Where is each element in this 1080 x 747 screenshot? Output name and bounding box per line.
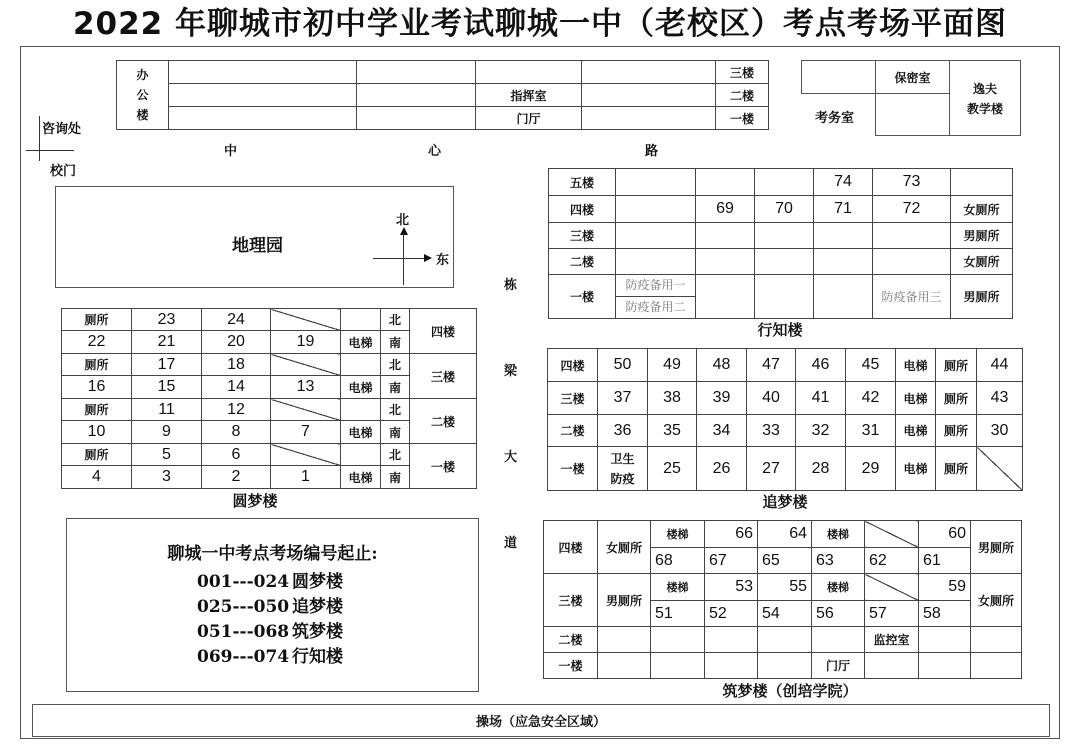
road-liangdadao-char: 梁 [504,364,518,379]
lobby: 门厅 [812,653,865,679]
office-floor-label: 一楼 [716,107,769,130]
legend-range: 069---074 [197,647,290,667]
office-room [476,61,582,84]
room-cell [755,223,814,249]
empty-diagonal-cell [865,574,919,601]
room-cell [758,653,812,679]
room-cell [651,627,705,653]
room-cell [873,249,951,275]
room-cell [865,653,919,679]
exam-room-63: 63 [812,548,865,574]
compass-north-arrow-icon [400,227,408,235]
office-floor-label: 三楼 [716,61,769,84]
exam-room-34: 34 [697,415,747,447]
legend-range: 025---050 [197,597,290,617]
exam-room-56: 56 [812,601,865,627]
office-char: 楼 [136,108,149,122]
exam-room-55: 55 [758,574,812,601]
road-center-char: 心 [428,144,442,159]
floor-label: 二楼 [548,415,598,447]
exam-room-44: 44 [977,349,1023,382]
office-char: 公 [136,88,149,102]
exam-room-52: 52 [705,601,758,627]
room-cell [598,653,651,679]
exam-room-62: 62 [865,548,919,574]
legend-list [197,570,343,670]
yuanmeng-building [61,308,477,489]
zhuimeng-caption: 追梦楼 [762,493,808,511]
page-title: 2022 年聊城市初中学业考试聊城一中（老校区）考点考场平面图 [72,6,1008,42]
legend-range: 051---068 [197,622,290,642]
room-cell [814,223,873,249]
north-side-label: 北 [381,444,410,466]
empty-diagonal-cell [271,399,341,421]
floor-label: 四楼 [544,521,598,574]
epidemic-spare-3: 防疫备用三 [873,275,951,319]
north-side-label: 北 [381,309,410,331]
room-cell [814,249,873,275]
geo-garden-label: 地理园 [232,236,283,256]
exam-room-48: 48 [697,349,747,382]
office-room [582,84,716,107]
room-cell [341,399,381,421]
legend-title: 聊城一中考点考场编号起止: [167,544,378,564]
mens-restroom: 男厕所 [598,574,651,627]
exam-room-47: 47 [747,349,796,382]
room-cell [651,653,705,679]
exam-room-10: 10 [62,421,132,444]
exam-room-15: 15 [132,376,202,399]
room-cell [755,275,814,319]
mens-restroom: 男厕所 [971,521,1022,574]
exam-room-19: 19 [271,331,341,354]
office-room [169,107,357,130]
south-side-label: 南 [381,331,410,354]
room-cell [919,627,971,653]
exam-room-38: 38 [648,382,697,415]
mens-restroom: 男厕所 [951,223,1013,249]
blank-room [801,60,876,94]
exam-room-67: 67 [705,548,758,574]
floor-label: 三楼 [410,354,477,399]
epidemic-spare-cell [616,275,696,319]
floor-label: 三楼 [549,223,616,249]
exam-room-13: 13 [271,376,341,399]
zhumeng-building [543,520,1022,679]
exam-room-26: 26 [697,447,747,491]
exam-room-66: 66 [705,521,758,548]
room-cell [705,653,758,679]
floor-label: 四楼 [549,196,616,223]
compass-vertical-line [403,233,404,285]
room-cell [873,223,951,249]
elevator: 电梯 [341,466,381,489]
exam-room-51: 51 [651,601,705,627]
exam-room-72: 72 [873,196,951,223]
exam-room-6: 6 [202,444,271,466]
legend-building: 圆梦楼 [292,572,343,592]
epidemic-spare-1: 防疫备用一 [616,275,695,297]
room-cell [598,627,651,653]
floor-label: 一楼 [544,653,598,679]
command-room: 指挥室 [476,84,582,107]
empty-diagonal-cell [271,309,341,331]
road-liangdadao-char: 大 [504,450,518,465]
room-cell [341,444,381,466]
room-cell [696,169,755,196]
elevator: 电梯 [896,382,936,415]
exam-room-68: 68 [651,548,705,574]
restroom: 厕所 [62,444,132,466]
exam-room-24: 24 [202,309,271,331]
exam-room-17: 17 [132,354,202,376]
office-room [582,61,716,84]
floor-label: 一楼 [548,447,598,491]
room-cell [812,627,865,653]
exam-room-64: 64 [758,521,812,548]
exam-room-21: 21 [132,331,202,354]
floor-label: 二楼 [544,627,598,653]
empty-diagonal-cell [271,444,341,466]
exam-room-11: 11 [132,399,202,421]
secret-room [875,60,950,94]
empty-diagonal-cell [865,521,919,548]
office-room [169,61,357,84]
exam-room-60: 60 [919,521,971,548]
room-cell [341,309,381,331]
legend-row [197,620,343,645]
exam-room-23: 23 [132,309,202,331]
room-cell [341,354,381,376]
exam-room-45: 45 [846,349,896,382]
elevator: 电梯 [341,421,381,444]
womens-restroom: 女厕所 [951,249,1013,275]
exam-room-29: 29 [846,447,896,491]
exam-room-2: 2 [202,466,271,489]
exam-room-18: 18 [202,354,271,376]
consult-office-label: 咨询处 [42,122,82,137]
floor-label: 三楼 [544,574,598,627]
mens-restroom: 男厕所 [951,275,1013,319]
exam-room-39: 39 [697,382,747,415]
exam-room-12: 12 [202,399,271,421]
room-cell [696,275,755,319]
floor-label: 二楼 [410,399,477,444]
exam-room-14: 14 [202,376,271,399]
room-cell [814,275,873,319]
womens-restroom: 女厕所 [951,196,1013,223]
health-label-2: 防疫 [610,471,635,486]
room-cell [616,196,696,223]
exam-room-22: 22 [62,331,132,354]
floor-label: 三楼 [548,382,598,415]
office-room [357,61,476,84]
exam-room-49: 49 [648,349,697,382]
room-cell [971,653,1022,679]
exam-room-35: 35 [648,415,697,447]
exam-room-70: 70 [755,196,814,223]
road-liangdadao-char: 道 [504,536,518,551]
south-side-label: 南 [381,376,410,399]
elevator: 电梯 [341,331,381,354]
secret-room-label: 保密室 [894,71,931,85]
exam-room-43: 43 [977,382,1023,415]
gate-horizontal-line [26,150,74,151]
restroom: 厕所 [62,354,132,376]
geo-garden [55,186,454,288]
exam-room-16: 16 [62,376,132,399]
compass-east-arrow-icon [424,254,432,262]
exam-affairs-room: 考务室 [815,111,855,126]
exam-room-36: 36 [598,415,648,447]
office-room [582,107,716,130]
stairs: 楼梯 [812,574,865,601]
exam-room-71: 71 [814,196,873,223]
room-cell [919,653,971,679]
exam-room-legend [66,518,479,692]
zhuimeng-building [547,348,1023,491]
room-cell [971,627,1022,653]
office-building-name [117,61,169,130]
exam-room-58: 58 [919,601,971,627]
south-side-label: 南 [381,421,410,444]
exam-room-31: 31 [846,415,896,447]
playground [32,704,1050,737]
exam-room-57: 57 [865,601,919,627]
exam-room-30: 30 [977,415,1023,447]
elevator: 电梯 [896,415,936,447]
legend-row [197,595,343,620]
exam-room-33: 33 [747,415,796,447]
yifu-building [949,60,1021,136]
office-building [116,60,769,130]
restroom: 厕所 [936,447,977,491]
elevator: 电梯 [896,349,936,382]
office-room [357,84,476,107]
room-cell [696,223,755,249]
restroom: 厕所 [936,382,977,415]
exam-room-28: 28 [796,447,846,491]
stairs: 楼梯 [812,521,865,548]
school-gate-label: 校门 [50,164,77,179]
office-char: 办 [136,68,149,82]
road-center-char: 中 [224,144,238,159]
office-lobby: 门厅 [476,107,582,130]
restroom: 厕所 [62,309,132,331]
floor-label: 一楼 [410,444,477,489]
legend-building: 追梦楼 [292,597,343,617]
epidemic-spare-2: 防疫备用二 [625,300,686,314]
xingzhi-building [548,168,1013,319]
road-center-char: 路 [645,144,659,159]
compass-east-label: 东 [436,253,450,268]
room-cell [755,169,814,196]
office-room [169,84,357,107]
room-cell [951,169,1013,196]
compass-north-label: 北 [396,213,410,228]
playground-label: 操场（应急安全区域） [475,715,606,730]
empty-diagonal-cell [271,354,341,376]
room-cell [705,627,758,653]
yuanmeng-caption: 圆梦楼 [232,492,278,510]
floor-label: 四楼 [548,349,598,382]
exam-room-27: 27 [747,447,796,491]
room-cell [696,249,755,275]
exam-room-69: 69 [696,196,755,223]
exam-room-4: 4 [62,466,132,489]
stairs: 楼梯 [651,521,705,548]
exam-room-25: 25 [648,447,697,491]
exam-room-7: 7 [271,421,341,444]
room-cell [616,249,696,275]
room-cell [755,249,814,275]
exam-room-40: 40 [747,382,796,415]
exam-room-53: 53 [705,574,758,601]
legend-building: 筑梦楼 [292,622,343,642]
floor-label: 二楼 [549,249,616,275]
compass-horizontal-line [373,258,425,259]
exam-room-9: 9 [132,421,202,444]
north-side-label: 北 [381,399,410,421]
womens-restroom: 女厕所 [971,574,1022,627]
exam-room-54: 54 [758,601,812,627]
exam-room-41: 41 [796,382,846,415]
exam-room-74: 74 [814,169,873,196]
exam-room-3: 3 [132,466,202,489]
monitoring-room: 监控室 [865,627,919,653]
zhumeng-caption: 筑梦楼（创培学院） [722,682,858,700]
health-epidemic-room [598,447,648,491]
office-floor-label: 二楼 [716,84,769,107]
exam-room-59: 59 [919,574,971,601]
road-liangdadao-char: 栋 [504,278,518,293]
room-cell [616,223,696,249]
legend-row [197,645,343,670]
exam-room-8: 8 [202,421,271,444]
yifu-label-1: 逸夫 [972,82,997,96]
legend-range: 001---024 [197,572,290,592]
legend-building: 行知楼 [292,647,343,667]
restroom: 厕所 [62,399,132,421]
exam-affairs-room-box [875,93,950,136]
health-label-1: 卫生 [610,451,635,466]
room-cell [758,627,812,653]
womens-restroom: 女厕所 [598,521,651,574]
exam-room-5: 5 [132,444,202,466]
restroom: 厕所 [936,349,977,382]
exam-room-73: 73 [873,169,951,196]
elevator: 电梯 [896,447,936,491]
floor-label: 一楼 [549,275,616,319]
exam-room-32: 32 [796,415,846,447]
room-cell [616,169,696,196]
elevator: 电梯 [341,376,381,399]
floor-label: 五楼 [549,169,616,196]
north-side-label: 北 [381,354,410,376]
yifu-label-2: 教学楼 [966,102,1003,116]
exam-room-42: 42 [846,382,896,415]
restroom: 厕所 [936,415,977,447]
exam-room-46: 46 [796,349,846,382]
stairs: 楼梯 [651,574,705,601]
exam-room-65: 65 [758,548,812,574]
gate-vertical-line [39,116,40,161]
legend-row [197,570,343,595]
south-side-label: 南 [381,466,410,489]
floor-label: 四楼 [410,309,477,354]
exam-room-50: 50 [598,349,648,382]
office-room [357,107,476,130]
exam-room-61: 61 [919,548,971,574]
exam-room-20: 20 [202,331,271,354]
xingzhi-caption: 行知楼 [757,321,803,339]
exam-room-1: 1 [271,466,341,489]
empty-diagonal-cell [977,447,1023,491]
exam-room-37: 37 [598,382,648,415]
